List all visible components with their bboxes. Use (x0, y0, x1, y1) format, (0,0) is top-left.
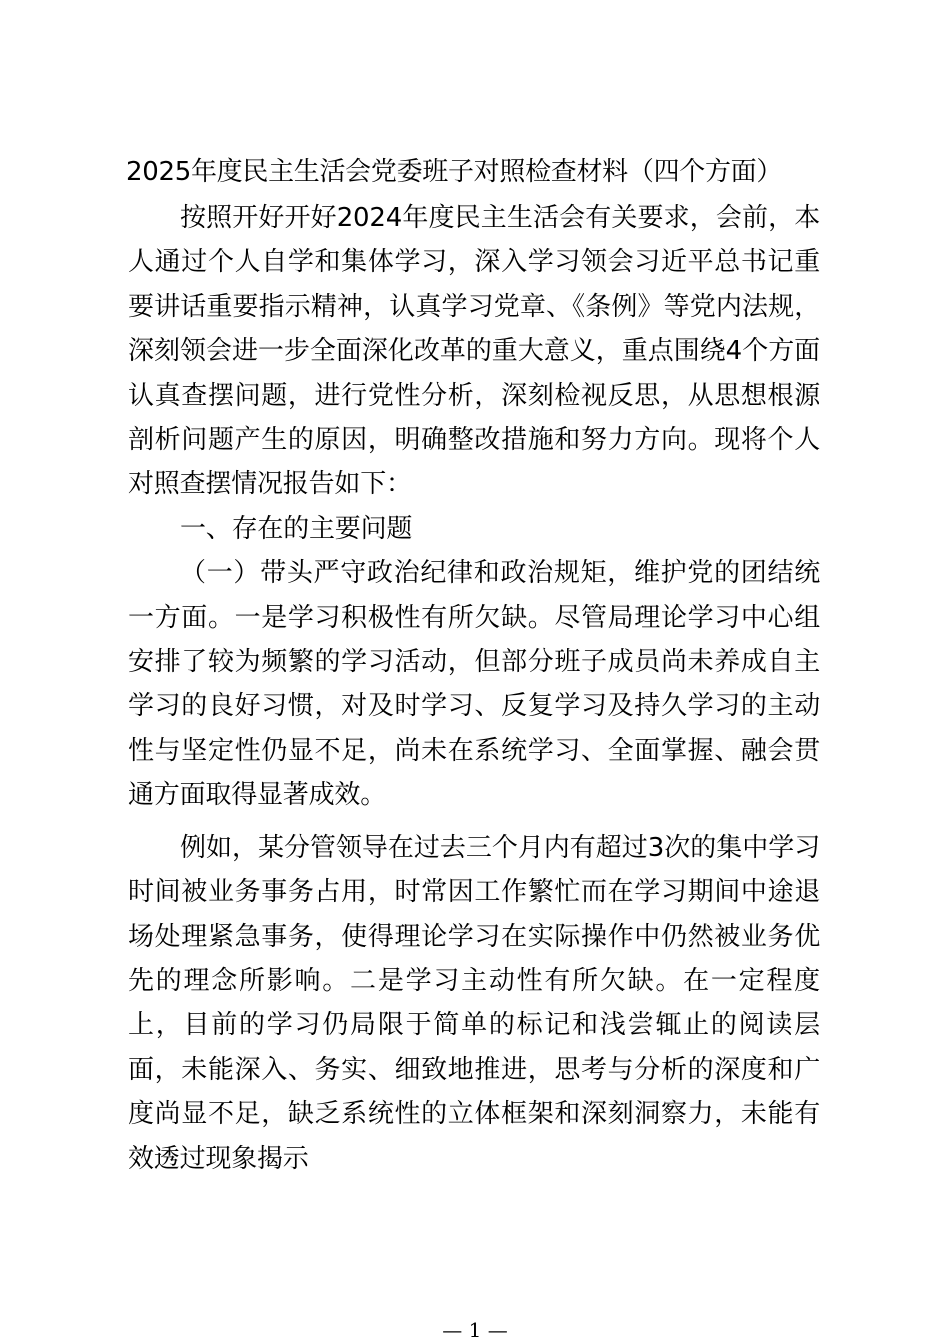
intro-paragraph: 按照开好开好2024年度民主生活会有关要求，会前，本人通过个人自学和集体学习，深入学习领会习近平总书记重要讲话重要指示精神，认真学习党章、《条例》等党内法规，深刻领会进一步全面深化改革的重大意义，重点围绕4个方面认真查摆问题，进行党性分析，深刻检视反思，从思想根源剖析问题产生的原因，明确整改措施和努力方向。现将个人对照查摆情况报告如下： (128, 203, 820, 500)
example-paragraph: 例如，某分管领导在过去三个月内有超过3次的集中学习时间被业务事务占用，时常因工作繁忙而在学习期间中途退场处理紧急事务，使得理论学习在实际操作中仍然被业务优先的理念所影响。二是学习主动性有所欠缺。在一定程度上，目前的学习仍局限于简单的标记和浅尝辄止的阅读层面，未能深入、务实、细致地推进，思考与分析的深度和广度尚显不足，缺乏系统性的立体框架和深刻洞察力，未能有效透过现象揭示 (128, 832, 820, 1174)
body-paragraph: （一）带头严守政治纪律和政治规矩，维护党的团结统一方面。一是学习积极性有所欠缺。尽管局理论学习中心组安排了较为频繁的学习活动，但部分班子成员尚未养成自主学习的良好习惯，对及时学习、反复学习及持久学习的主动性与坚定性仍显不足，尚未在系统学习、全面掌握、融会贯通方面取得显著成效。 (128, 558, 820, 811)
page-number: — 1 — (442, 1318, 508, 1342)
document-title: 2025年度民主生活会党委班子对照检查材料（四个方面） (126, 157, 783, 187)
section-heading: 一、存在的主要问题 (180, 513, 413, 544)
document-page (128, 150, 820, 1181)
